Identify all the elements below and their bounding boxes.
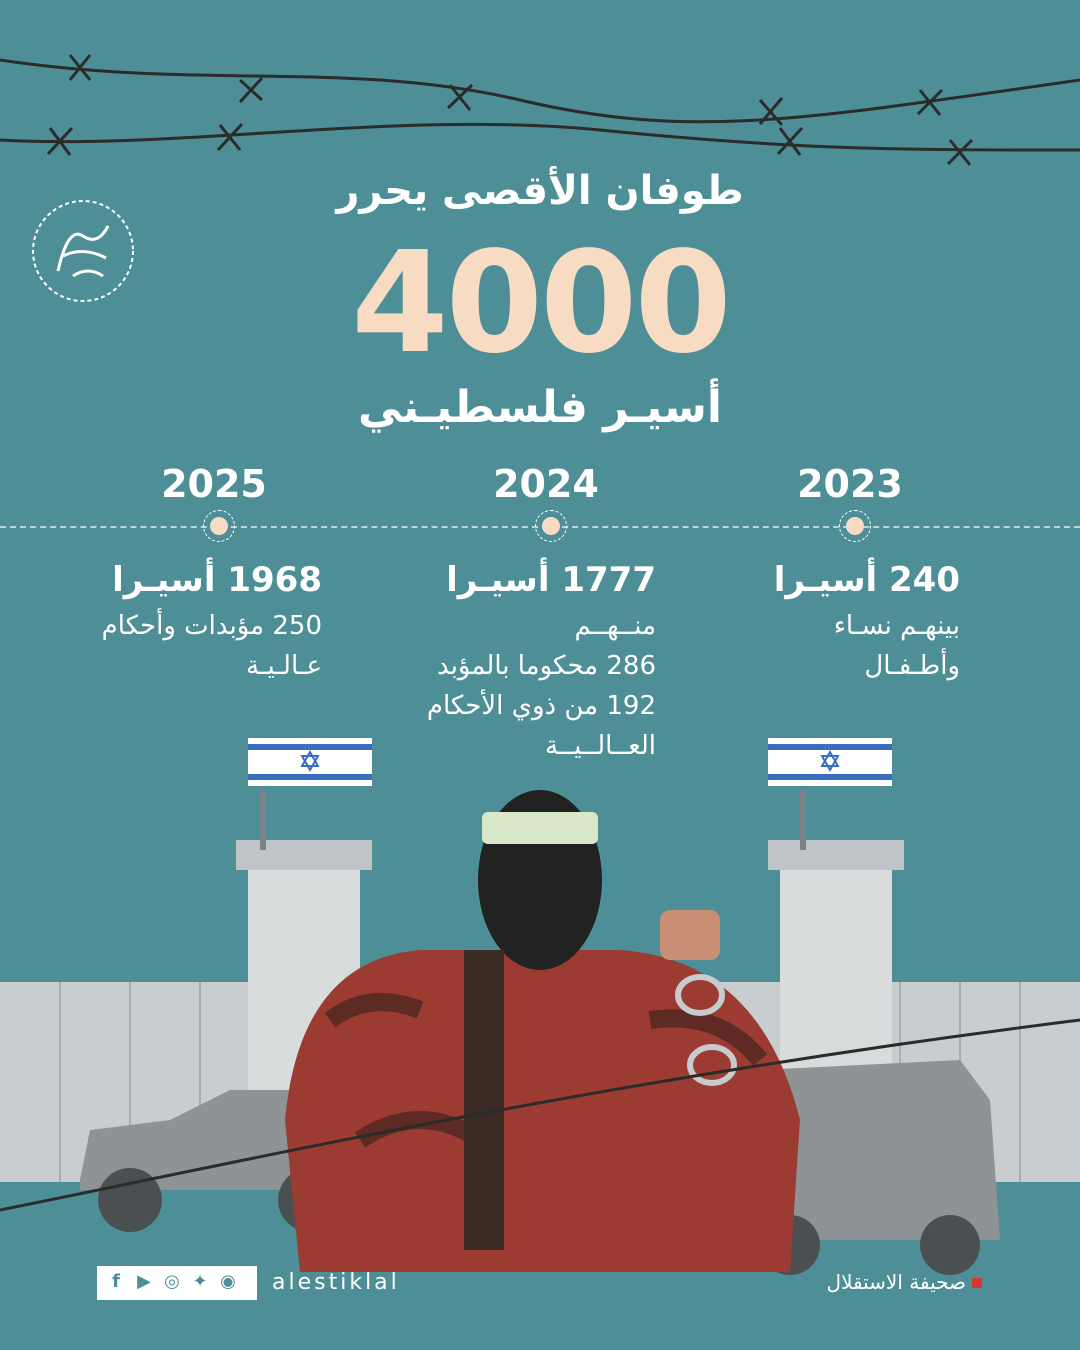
year-2023: 2023	[797, 462, 903, 506]
detail-line: بينهـم نسـاء	[833, 611, 960, 641]
detail-line: 192 من ذوي الأحكام	[426, 691, 656, 721]
brand-dot	[972, 1278, 982, 1288]
youtube-icon[interactable]: ▶	[137, 1271, 151, 1292]
timeline-dot-2024	[542, 517, 560, 535]
column-2025	[42, 560, 322, 686]
social-icons-bar	[97, 1266, 257, 1300]
headline-top: طوفان الأقصى يحرر	[336, 168, 744, 214]
column-2023	[680, 560, 960, 686]
detail-line: وأطـفـال	[864, 651, 960, 681]
count-2024: 1777 أسيـرا	[446, 560, 656, 600]
handle-text: alestiklal	[272, 1270, 400, 1295]
timeline-dot-2023	[846, 517, 864, 535]
facebook-icon[interactable]: f	[112, 1271, 120, 1292]
detail-line: 250 مؤبدات وأحكام	[101, 611, 322, 641]
detail-line: العــالــيــة	[544, 731, 656, 761]
detail-line: 286 محكوما بالمؤبد	[437, 651, 656, 681]
count-2025: 1968 أسيـرا	[112, 560, 322, 600]
headline-number: 4000	[351, 222, 729, 385]
count-2023: 240 أسيـرا	[773, 560, 960, 600]
prison-scene-illustration	[0, 720, 1080, 1280]
twitter-icon[interactable]: ✦	[192, 1271, 208, 1292]
barbed-wire-decoration	[0, 0, 1080, 190]
year-2025: 2025	[161, 462, 267, 506]
headline-bottom: أسيـر فلسطيـني	[358, 382, 722, 433]
instagram-icon[interactable]: ◎	[164, 1271, 180, 1292]
detail-line: عـالـيـة	[246, 651, 322, 681]
brand-name: صحيفة الاستقلال	[826, 1270, 966, 1294]
timeline-dot-2025	[210, 517, 228, 535]
snapchat-icon[interactable]: ◉	[220, 1271, 236, 1292]
detail-line: منــهــم	[574, 611, 656, 641]
year-2024: 2024	[493, 462, 599, 506]
